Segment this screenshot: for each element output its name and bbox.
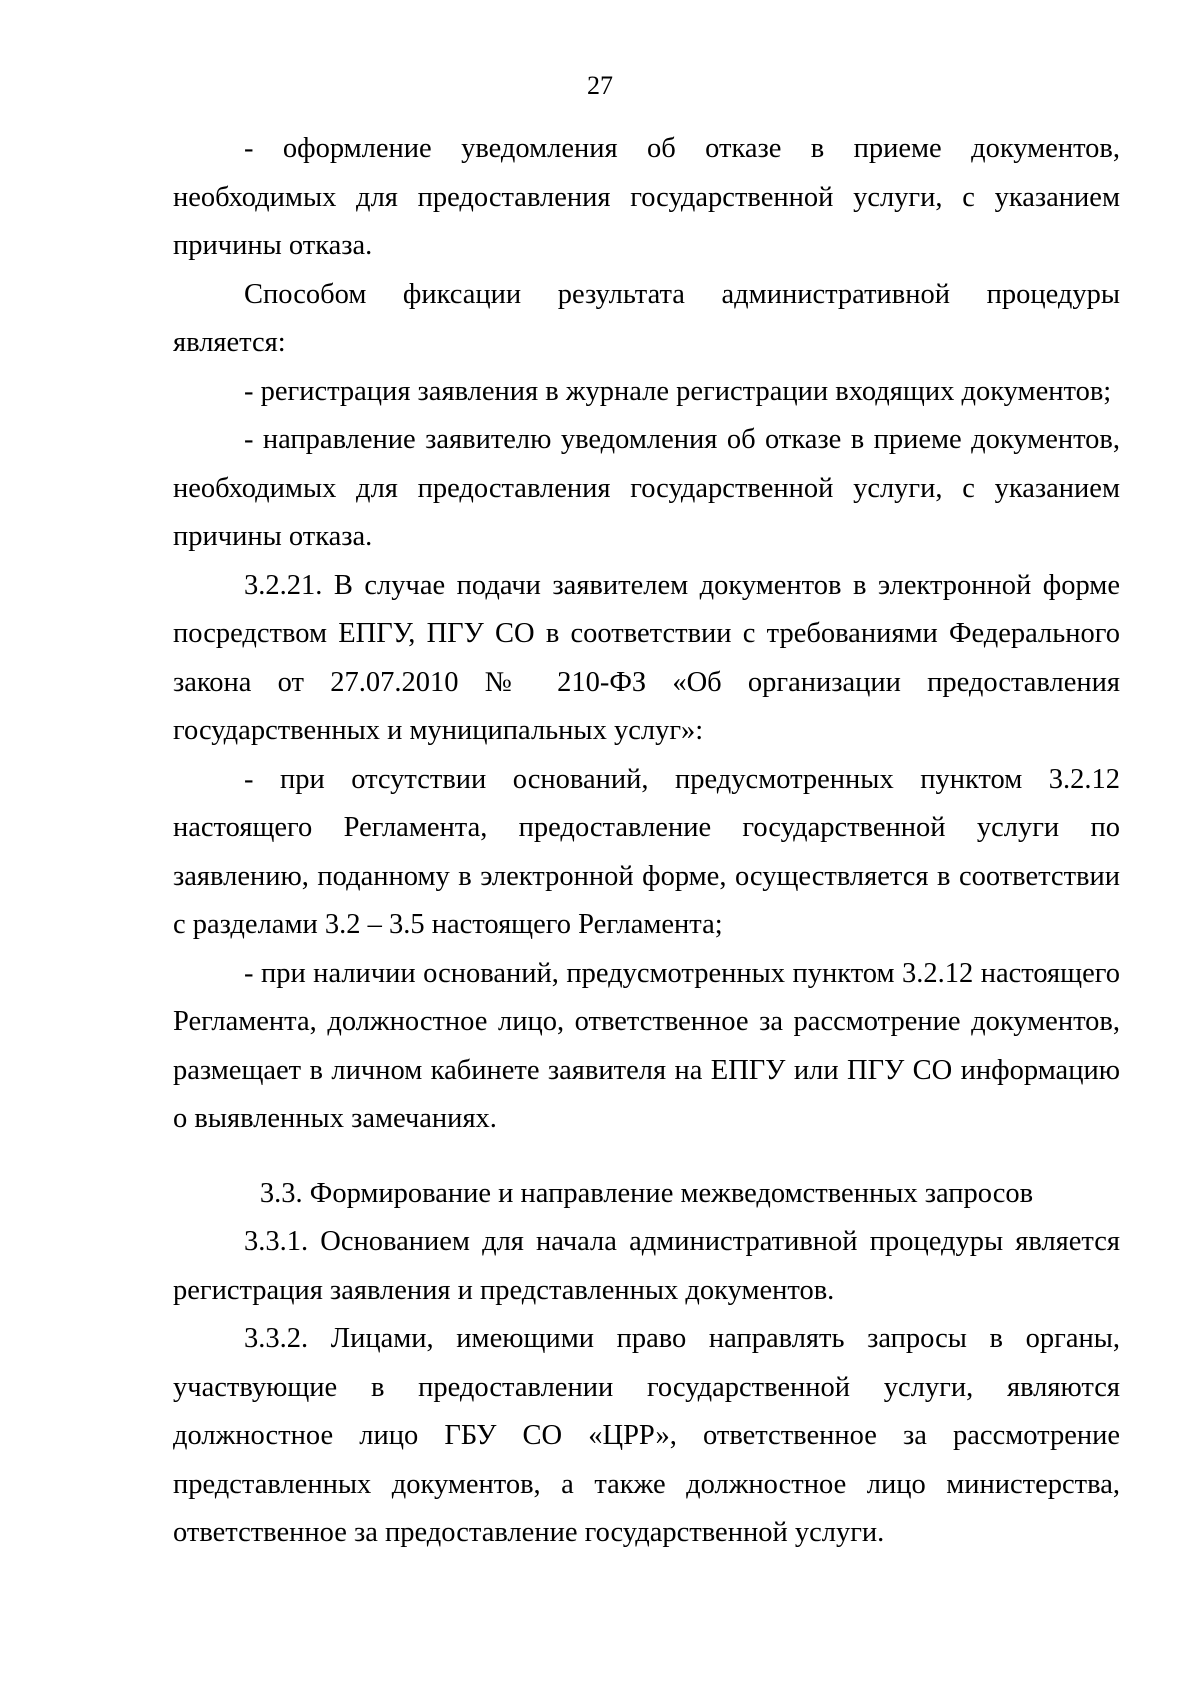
paragraph-3-3-2: 3.3.2. Лицами, имеющими право направлять запросы в органы, участвующие в предоставлении государственной услуги, являются должностное лицо ГБУ СО «ЦРР», ответственное за рассмотрение представленных документов, а также должностное лицо министерства, ответственное за предоставление государственной услуги. bbox=[173, 1323, 1120, 1548]
paragraph-refusal-notice: - оформление уведомления об отказе в приеме документов, необходимых для предоставления государственной услуги, с указанием причины отказа. bbox=[173, 133, 1120, 261]
paragraph-3-3-1: 3.3.1. Основанием для начала административной процедуры является регистрация заявления и представленных документов. bbox=[173, 1226, 1120, 1306]
paragraph-grounds-present: - при наличии оснований, предусмотренных пунктом 3.2.12 настоящего Регламента, должностное лицо, ответственное за рассмотрение документов, размещает в личном кабинете заявителя на ЕПГУ или ПГУ СО информацию о выявленных замечаниях. bbox=[173, 957, 1120, 1134]
document-body bbox=[173, 125, 1120, 1558]
paragraph-fixation-method: Способом фиксации результата административной процедуры является: bbox=[173, 278, 1120, 358]
paragraph-3-2-21: 3.2.21. В случае подачи заявителем документов в электронной форме посредством ЕПГУ, ПГУ СО в соответствии с требованиями Федерального закона от 27.07.2010 № 210-ФЗ «Об организации предоставления государственных и муниципальных услуг»: bbox=[173, 569, 1120, 746]
paragraph-registration-journal: - регистрация заявления в журнале регистрации входящих документов; bbox=[244, 375, 1112, 407]
section-heading-3-3: 3.3. Формирование и направление межведомственных запросов bbox=[259, 1177, 1034, 1209]
paragraph-no-grounds: - при отсутствии оснований, предусмотренных пунктом 3.2.12 настоящего Регламента, предоставление государственной услуги по заявлению, поданному в электронной форме, осуществляется в соответствии с разделами 3.2 – 3.5 настоящего Регламента; bbox=[173, 763, 1120, 940]
page-number: 27 bbox=[587, 71, 613, 100]
paragraph-refusal-sending: - направление заявителю уведомления об отказе в приеме документов, необходимых для предоставления государственной услуги, с указанием причины отказа. bbox=[173, 424, 1120, 552]
